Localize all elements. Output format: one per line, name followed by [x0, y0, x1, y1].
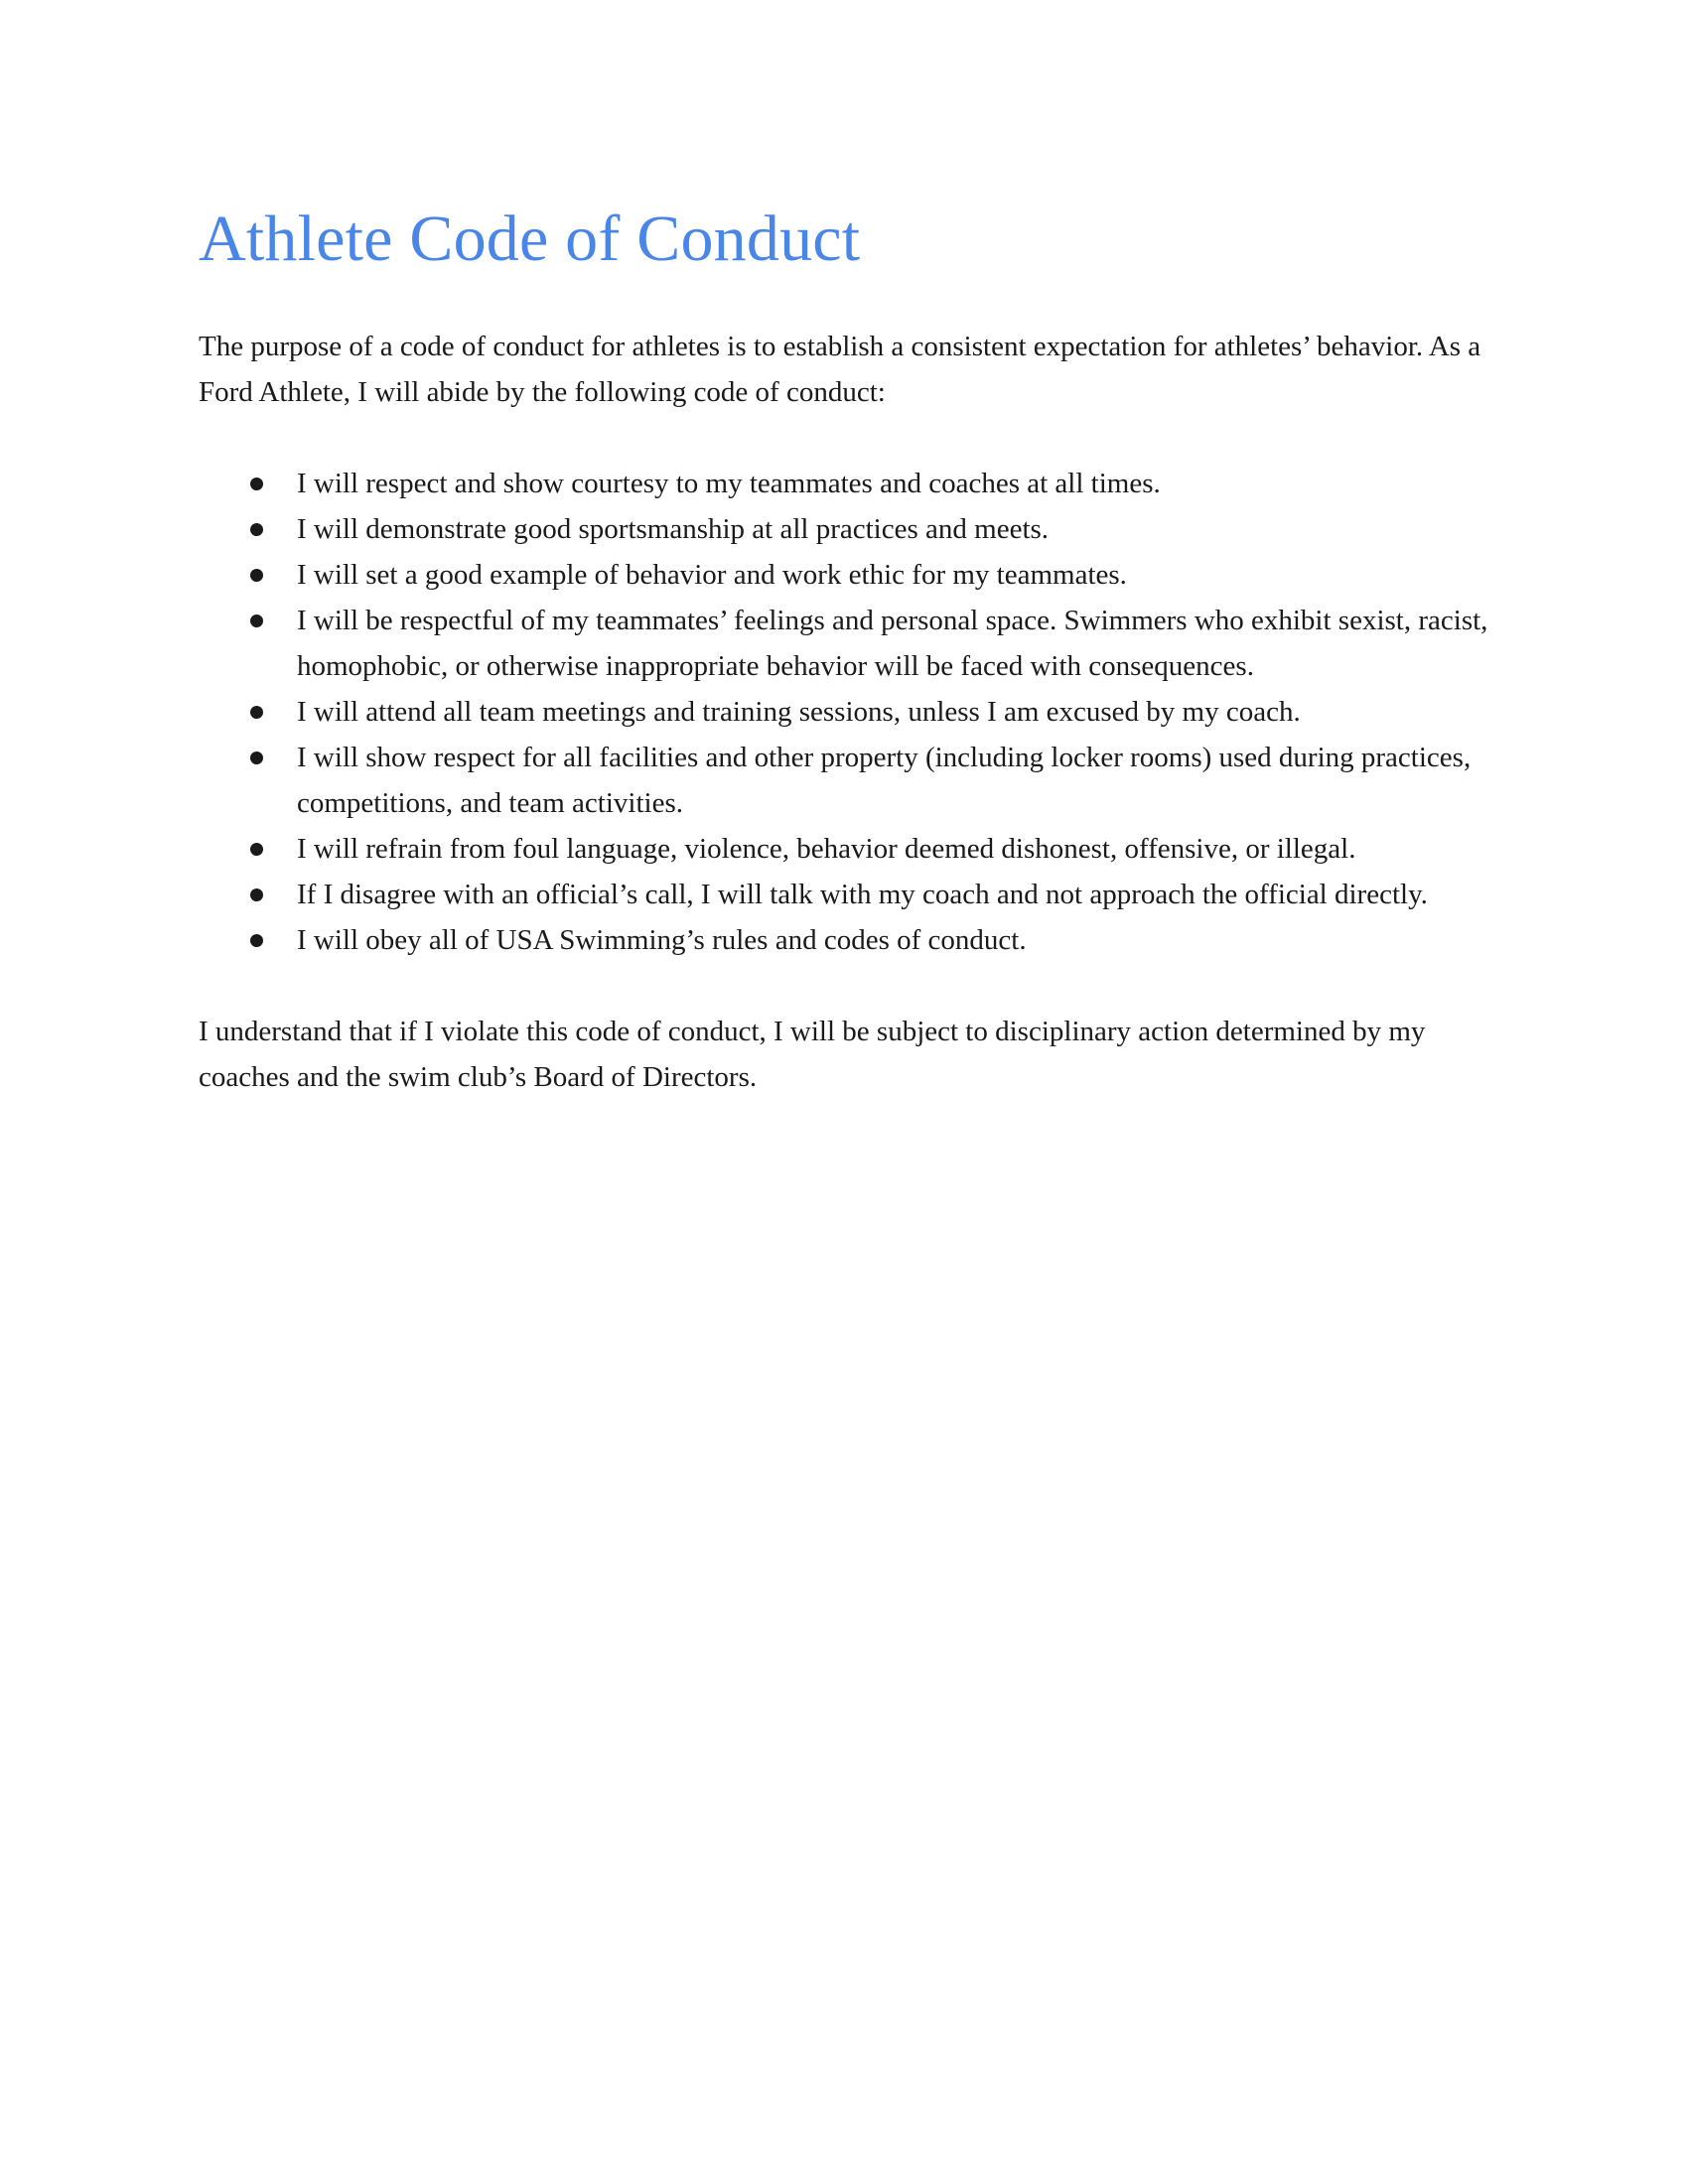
- bullet-icon: [250, 843, 263, 856]
- bullet-icon: [250, 523, 263, 536]
- rule-text: I will set a good example of behavior and work ethic for my teammates.: [297, 558, 1127, 591]
- rule-text: I will show respect for all facilities and other property (including locker rooms) used during practices, competitions, and team activities.: [297, 741, 1472, 819]
- bullet-icon: [250, 478, 263, 490]
- rule-text: I will attend all team meetings and training sessions, unless I am excused by my coach.: [297, 695, 1301, 728]
- rule-text: I will respect and show courtesy to my teammates and coaches at all times.: [297, 467, 1161, 499]
- rule-text: I will demonstrate good sportsmanship at all practices and meets.: [297, 512, 1050, 545]
- bullet-icon: [250, 614, 263, 627]
- document-page: [199, 204, 1489, 1100]
- list-item: [199, 598, 1489, 689]
- closing-paragraph: I understand that if I violate this code of conduct, I will be subject to disciplinary action determined by my coaches and the swim club’s Board of Directors.: [199, 1015, 1426, 1093]
- list-item: [199, 552, 1489, 598]
- bullet-icon: [250, 569, 263, 582]
- list-item: [199, 826, 1489, 872]
- bullet-icon: [250, 888, 263, 901]
- list-item: [199, 735, 1489, 826]
- bullet-icon: [250, 751, 263, 764]
- bullet-icon: [250, 706, 263, 719]
- list-item: [199, 872, 1489, 917]
- rule-text: I will refrain from foul language, violence, behavior deemed dishonest, offensive, or illegal.: [297, 832, 1356, 865]
- list-item: [199, 689, 1489, 735]
- intro-paragraph: The purpose of a code of conduct for athletes is to establish a consistent expectation for athletes’ behavior. As a Ford Athlete, I will abide by the following code of conduct:: [199, 330, 1481, 408]
- bullet-icon: [250, 934, 263, 947]
- list-item: [199, 917, 1489, 963]
- rules-list: [199, 461, 1489, 963]
- rule-text: I will obey all of USA Swimming’s rules and codes of conduct.: [297, 923, 1027, 956]
- list-item: [199, 506, 1489, 552]
- rule-text: I will be respectful of my teammates’ feelings and personal space. Swimmers who exhibit sexist, racist, homophobic, or otherwise inappropriate behavior will be faced with consequences.: [297, 604, 1488, 682]
- page-title: Athlete Code of Conduct: [199, 203, 861, 275]
- rule-text: If I disagree with an official’s call, I will talk with my coach and not approach the official directly.: [297, 878, 1428, 910]
- list-item: [199, 461, 1489, 506]
